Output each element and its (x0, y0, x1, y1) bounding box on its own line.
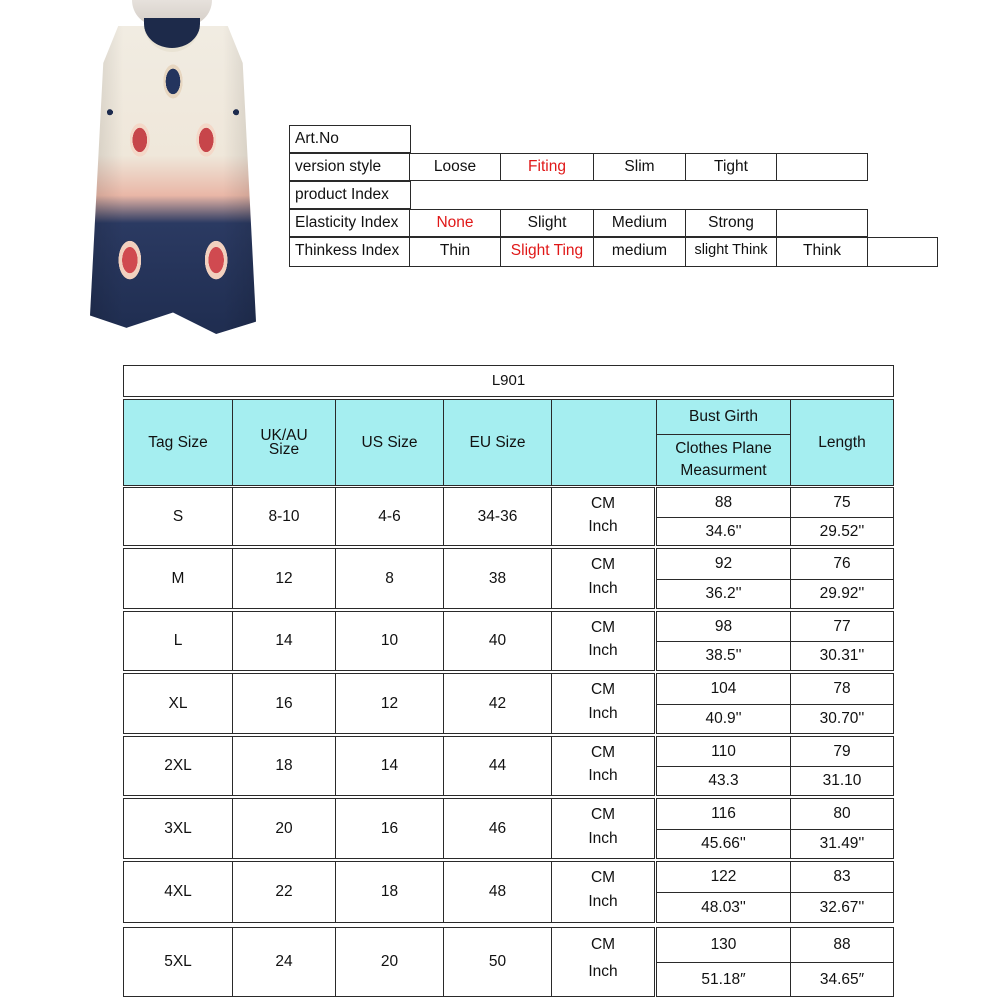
length-inch-cell: 29.52'' (790, 517, 894, 546)
bust-cm-cell: 130 (656, 927, 791, 963)
unit-inch-label: Inch (588, 829, 618, 847)
size-eu-cell: 38 (443, 548, 552, 609)
length-inch-cell: 30.70'' (790, 704, 894, 734)
size-us-cell: 18 (335, 861, 444, 923)
elasticity-option: Medium (593, 209, 686, 237)
header-tag-size: Tag Size (123, 399, 233, 486)
size-uk-au-cell: 24 (232, 927, 336, 997)
length-cm-cell: 78 (790, 673, 894, 705)
unit-inch-label: Inch (588, 767, 618, 784)
size-row (0, 548, 1000, 609)
product-photo (74, 0, 270, 340)
header-unit (551, 399, 657, 486)
size-row (0, 861, 1000, 923)
thickness-option: slight Think (685, 237, 777, 267)
size-row (0, 798, 1000, 859)
header-bust-girth (656, 399, 791, 486)
unit-cell (551, 611, 655, 671)
length-inch-cell: 29.92'' (790, 579, 894, 609)
version-style-option-empty (776, 153, 868, 181)
size-uk-au-cell: 14 (232, 611, 336, 671)
size-us-cell: 20 (335, 927, 444, 997)
header-uk-au-size: UK/AU Size (232, 399, 336, 486)
bust-cm-cell: 98 (656, 611, 791, 642)
unit-cm-label: CM (590, 556, 616, 574)
unit-cell (551, 548, 655, 609)
size-us-cell: 10 (335, 611, 444, 671)
unit-cm-label: CM (590, 619, 616, 637)
size-uk-au-cell: 20 (232, 798, 336, 859)
size-tag-cell: XL (123, 673, 233, 734)
size-eu-cell: 48 (443, 861, 552, 923)
size-uk-au-cell: 22 (232, 861, 336, 923)
length-inch-cell: 32.67'' (790, 892, 894, 923)
bust-inch-cell: 51.18″ (656, 962, 791, 997)
unit-cm-label: CM (590, 681, 616, 699)
size-us-cell: 8 (335, 548, 444, 609)
length-cm-cell: 77 (790, 611, 894, 642)
header-us-size: US Size (335, 399, 444, 486)
size-eu-cell: 40 (443, 611, 552, 671)
unit-cell (551, 736, 655, 796)
version-style-option: Tight (685, 153, 777, 181)
size-tag-cell: S (123, 487, 233, 546)
size-row (0, 927, 1000, 997)
size-tag-cell: 5XL (123, 927, 233, 997)
elasticity-index-label: Elasticity Index (289, 209, 411, 237)
size-eu-cell: 50 (443, 927, 552, 997)
bust-inch-cell: 34.6'' (656, 517, 791, 546)
size-uk-au-cell: 16 (232, 673, 336, 734)
bust-cm-cell: 104 (656, 673, 791, 705)
length-inch-cell: 34.65″ (790, 962, 894, 997)
bust-inch-cell: 43.3 (656, 766, 791, 796)
product-index-label: product Index (289, 181, 411, 209)
version-style-option: Loose (409, 153, 501, 181)
thickness-option-empty (867, 237, 938, 267)
bust-inch-cell: 45.66'' (656, 829, 791, 859)
size-uk-au-cell: 12 (232, 548, 336, 609)
unit-inch-label: Inch (588, 517, 618, 535)
size-eu-cell: 34-36 (443, 487, 552, 546)
length-inch-cell: 30.31'' (790, 641, 894, 671)
size-table-title: L901 (123, 365, 894, 397)
bust-inch-cell: 48.03'' (656, 892, 791, 923)
length-inch-cell: 31.10 (790, 766, 894, 796)
elasticity-option-empty (776, 209, 868, 237)
length-inch-cell: 31.49'' (790, 829, 894, 859)
elasticity-option: Slight (500, 209, 594, 237)
unit-inch-label: Inch (588, 704, 618, 722)
size-row (0, 487, 1000, 546)
size-tag-cell: L (123, 611, 233, 671)
size-row (0, 611, 1000, 671)
size-eu-cell: 42 (443, 673, 552, 734)
unit-cm-label: CM (590, 869, 616, 887)
length-cm-cell: 88 (790, 927, 894, 963)
unit-inch-label: Inch (588, 963, 618, 980)
unit-cm-label: CM (590, 806, 616, 824)
size-eu-cell: 44 (443, 736, 552, 796)
bust-cm-cell: 110 (656, 736, 791, 767)
length-cm-cell: 83 (790, 861, 894, 893)
bust-inch-cell: 36.2'' (656, 579, 791, 609)
size-tag-cell: 2XL (123, 736, 233, 796)
size-eu-cell: 46 (443, 798, 552, 859)
thickness-option: Thin (409, 237, 501, 267)
unit-inch-label: Inch (588, 893, 618, 910)
elasticity-option: Strong (685, 209, 777, 237)
unit-cm-label: CM (590, 495, 616, 513)
size-us-cell: 16 (335, 798, 444, 859)
header-clothes-plane-label: Clothes Plane Measurment (675, 440, 772, 479)
size-uk-au-cell: 8-10 (232, 487, 336, 546)
art-no-label: Art.No (289, 125, 411, 153)
size-us-cell: 14 (335, 736, 444, 796)
length-cm-cell: 80 (790, 798, 894, 830)
version-style-option-selected: Fiting (500, 153, 594, 181)
bust-inch-cell: 40.9'' (656, 704, 791, 734)
size-row (0, 673, 1000, 734)
header-eu-size: EU Size (443, 399, 552, 486)
unit-cell (551, 673, 655, 734)
version-style-option: Slim (593, 153, 686, 181)
version-style-label: version style (289, 153, 411, 181)
elasticity-option-selected: None (409, 209, 501, 237)
unit-inch-label: Inch (588, 642, 618, 659)
bust-cm-cell: 88 (656, 487, 791, 518)
length-cm-cell: 79 (790, 736, 894, 767)
thickness-option-selected: Slight Ting (500, 237, 594, 267)
length-cm-cell: 76 (790, 548, 894, 580)
thickness-index-label: Thinkess Index (289, 237, 411, 267)
header-bust-girth-label: Bust Girth (657, 400, 790, 435)
thickness-option: Think (776, 237, 868, 267)
size-us-cell: 4-6 (335, 487, 444, 546)
unit-cm-label: CM (590, 936, 616, 954)
size-uk-au-cell: 18 (232, 736, 336, 796)
length-cm-cell: 75 (790, 487, 894, 518)
bust-cm-cell: 116 (656, 798, 791, 830)
unit-cell (551, 927, 655, 997)
size-tag-cell: 4XL (123, 861, 233, 923)
bust-cm-cell: 122 (656, 861, 791, 893)
unit-cell (551, 861, 655, 923)
size-us-cell: 12 (335, 673, 444, 734)
bust-cm-cell: 92 (656, 548, 791, 580)
size-tag-cell: 3XL (123, 798, 233, 859)
unit-inch-label: Inch (588, 579, 618, 597)
thickness-option: medium (593, 237, 686, 267)
bust-inch-cell: 38.5'' (656, 641, 791, 671)
header-length: Length (790, 399, 894, 486)
unit-cm-label: CM (590, 744, 616, 762)
size-tag-cell: M (123, 548, 233, 609)
unit-cell (551, 487, 655, 546)
unit-cell (551, 798, 655, 859)
size-row (0, 736, 1000, 796)
